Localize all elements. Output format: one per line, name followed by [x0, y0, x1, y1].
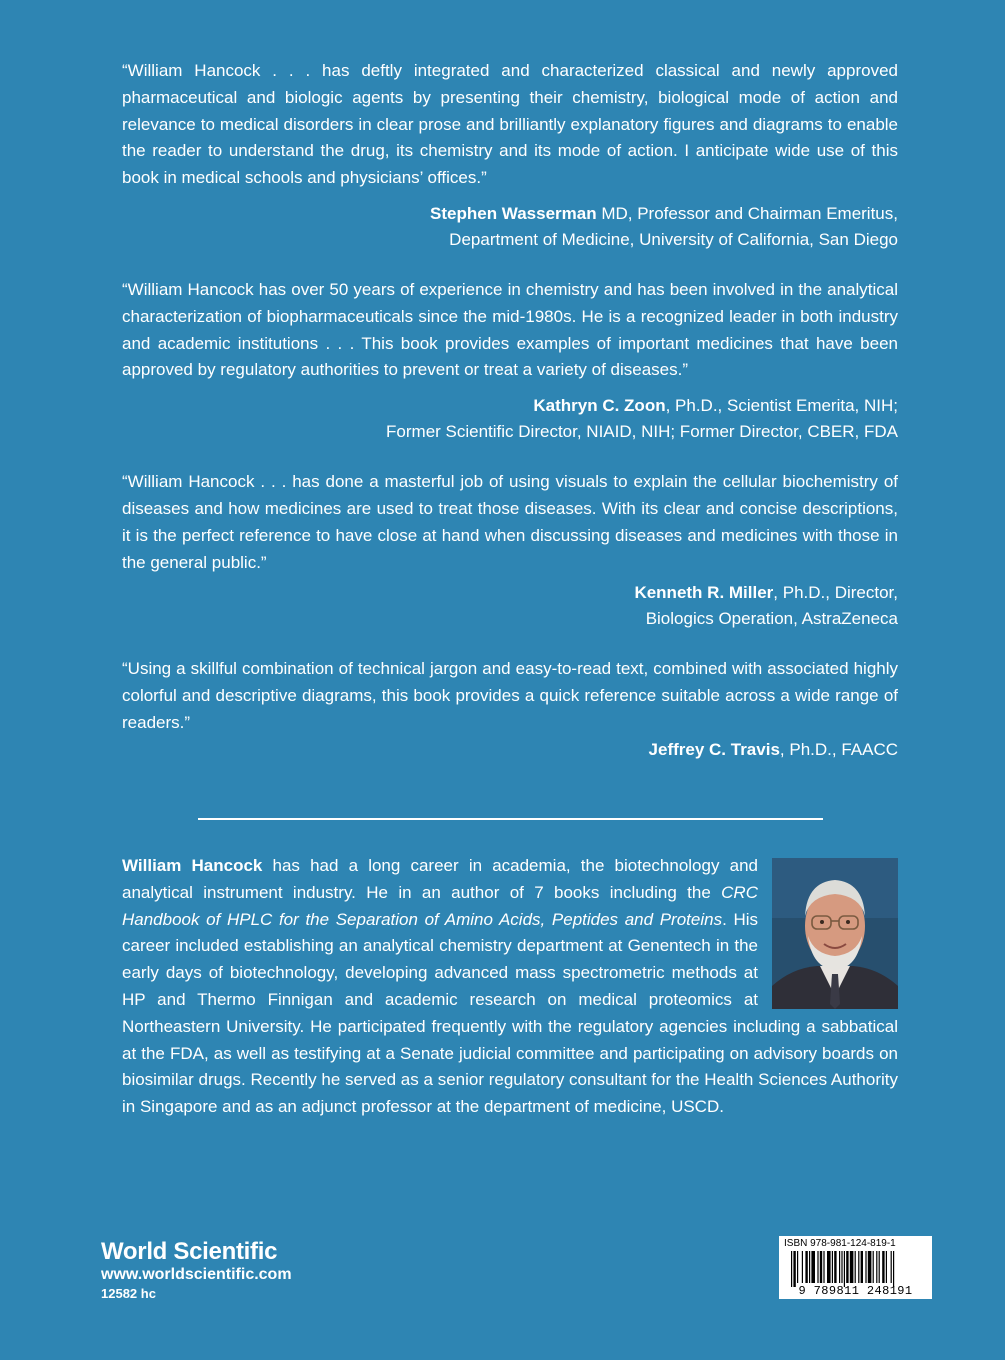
author-photo: [772, 858, 898, 1009]
bio-text: has had a long career in academia, the biotechnology and analytical instrument industry. He in an author of 7 books including the: [122, 856, 758, 902]
endorser-title: , Ph.D., Scientist Emerita, NIH;: [665, 396, 898, 416]
testimonials-section: [122, 58, 898, 763]
barcode-bar: [805, 1251, 807, 1283]
publisher-url[interactable]: www.worldscientific.com: [101, 1266, 292, 1283]
barcode-bar: [891, 1251, 892, 1283]
barcode-bar: [879, 1251, 880, 1283]
barcode-bar: [834, 1251, 836, 1283]
barcode-bar: [817, 1251, 818, 1283]
barcode-bar: [823, 1251, 824, 1283]
barcode-digits: 9 789811 248191: [798, 1284, 913, 1298]
barcode-bar: [793, 1251, 795, 1287]
endorser-name: Jeffrey C. Travis: [648, 739, 780, 759]
author-name: William Hancock: [122, 856, 263, 875]
endorser-title: , Ph.D., Director,: [773, 583, 898, 603]
barcode-bar: [797, 1251, 798, 1283]
testimonial-quote: “William Hancock . . . has done a masterful job of using visuals to explain the cellular biochemistry of diseases and how medicines are used to treat those diseases. With its clear and concise descriptions, it is the perfect reference to have close at hand when discussing diseases and medicines with those in the general public.”: [122, 472, 898, 572]
barcode-bar: [844, 1251, 845, 1287]
publisher-block: [101, 1238, 292, 1304]
testimonial-attribution: [122, 580, 898, 632]
barcode-bar: [876, 1251, 877, 1283]
barcode-bar: [791, 1251, 792, 1287]
barcode-bar: [893, 1251, 894, 1287]
testimonial: [122, 656, 898, 762]
section-divider: [198, 818, 823, 820]
testimonial: [122, 58, 898, 253]
endorser-affiliation: Former Scientific Director, NIAID, NIH; Former Director, CBER, FDA: [386, 422, 898, 442]
barcode-bar: [841, 1251, 842, 1283]
barcode-bar: [855, 1251, 856, 1283]
testimonial: [122, 469, 898, 632]
endorser-title: , Ph.D., FAACC: [779, 739, 898, 759]
testimonial-attribution: [122, 393, 898, 445]
endorser-affiliation: Biologics Operation, AstraZeneca: [645, 609, 898, 629]
testimonial-quote: “William Hancock has over 50 years of experience in chemistry and has been involved in the analytical characterization of biopharmaceuticals since the mid-1980s. He is a recognized leader in both industry and academic institutions . . . This book provides examples of important medicines that have been approved by regulatory authorities to prevent or treat a variety of diseases.”: [122, 279, 898, 380]
endorser-name: Kathryn C. Zoon: [533, 396, 666, 416]
publisher-name: World Scientific: [101, 1238, 278, 1265]
barcode-bar: [873, 1251, 874, 1283]
barcode-bar: [886, 1251, 887, 1283]
barcode-bar: [809, 1251, 810, 1283]
testimonial-attribution: [122, 201, 898, 253]
barcode-bar: [827, 1251, 831, 1283]
barcode-bar: [850, 1251, 854, 1283]
testimonial-quote: “William Hancock . . . has deftly integrated and characterized classical and newly approved pharmaceutical and biologic agents by presenting their chemistry, biological mode of action and relevance to medical disorders in clear prose and brilliantly explanatory figures and diagrams to enable the reader to understand the drug, its chemistry and its mode of action. I anticipate wide use of this book in medical schools and physicians’ offices.”: [122, 61, 898, 188]
endorser-name: Stephen Wasserman: [430, 203, 597, 223]
barcode-bar: [802, 1251, 803, 1283]
barcode-bar: [820, 1251, 822, 1283]
book-title: CRC Handbook of HPLC for the Separation of Amino Acids, Peptides and Proteins: [122, 882, 758, 929]
barcode-bar: [865, 1251, 866, 1283]
testimonial: [122, 277, 898, 445]
barcode-bar: [868, 1251, 872, 1283]
barcode-bar: [846, 1251, 848, 1283]
endorser-name: Kenneth R. Miller: [634, 583, 774, 603]
bio-text: . His career included establishing an analytical chemistry department at Genentech in the early days of biotechnology, developing advanced mass spectrometric methods at HP and Thermo Finnigan and academic research on medical proteomics at Northeastern University. He participated frequently with the regulatory agencies including a sabbatical at the FDA, as well as testifying at a Senate judicial committee and participating on advisory boards on biosimilar drugs. Recently he served as a senior regulatory consultant for the Health Sciences Authority in Singapore and as an adjunct professor at the department of medicine, USCD.: [122, 909, 898, 1117]
endorser-title: MD, Professor and Chairman Emeritus,: [596, 203, 898, 223]
product-code: 12582 hc: [101, 1286, 156, 1301]
barcode-bar: [832, 1251, 833, 1283]
barcode-bar: [811, 1251, 815, 1283]
barcode-bar: [882, 1251, 884, 1283]
barcode-bar: [839, 1251, 840, 1283]
endorser-affiliation: Department of Medicine, University of California, San Diego: [449, 229, 898, 249]
testimonial-quote: “Using a skillful combination of technical jargon and easy-to-read text, combined with associated highly colorful and descriptive diagrams, this book provides a quick reference suitable across a wide range of readers.”: [122, 659, 898, 732]
isbn-label: ISBN 978-981-124-819-1: [784, 1238, 896, 1249]
testimonial-attribution: [122, 737, 898, 763]
barcode-bar: [861, 1251, 863, 1283]
barcode-bar: [858, 1251, 859, 1283]
isbn-barcode: [779, 1236, 932, 1299]
author-bio: [122, 853, 898, 1121]
